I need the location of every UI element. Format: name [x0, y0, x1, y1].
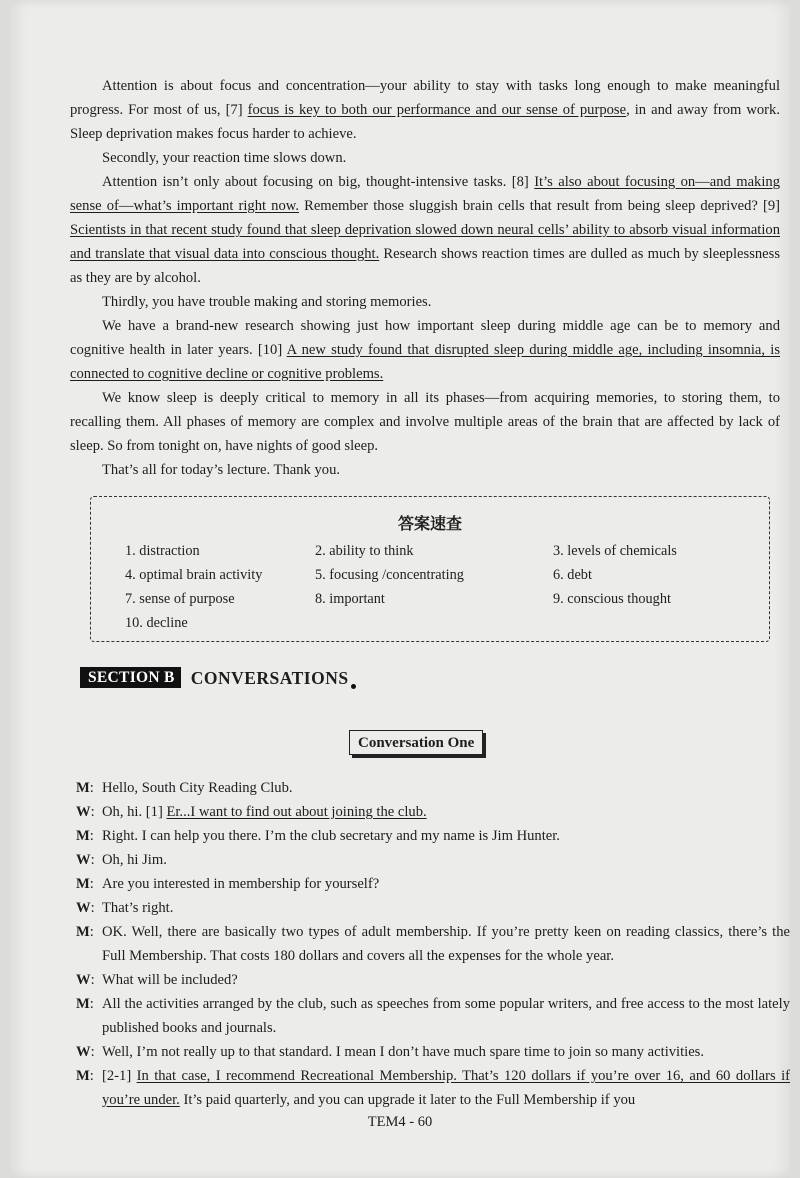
speaker-initial: M — [76, 876, 90, 892]
section-label: SECTION B — [80, 667, 181, 688]
paragraph — [70, 386, 780, 458]
text-segment: That’s all for today’s lecture. Thank you. — [102, 462, 341, 478]
answer-underline-text: A new study found that disrupted sleep during middle age, including insomnia, is connected to cognitive decline or cognitive problems. — [70, 342, 780, 382]
dialog-turn — [76, 776, 790, 800]
dialog-text — [102, 992, 790, 1040]
answer-underline-text: focus is key to both our performance and our sense of purpose — [247, 102, 627, 118]
answer-item: 9. conscious thought — [553, 591, 671, 607]
answer-underline-text: Scientists in that recent study found that sleep deprivation slowed down neural cells’ ability to absorb visual information and translate that visual data into conscious thought. — [70, 222, 780, 262]
conversation-dialog — [76, 776, 790, 1112]
section-dot-icon — [351, 684, 356, 689]
paragraph — [70, 458, 780, 482]
text-segment: Oh, hi Jim. — [102, 852, 167, 868]
dialog-text — [102, 800, 790, 824]
text-segment: What will be included? — [102, 972, 238, 988]
speaker-label: W: — [76, 852, 95, 868]
dialog-text — [102, 896, 790, 920]
speaker-label: M: — [76, 924, 94, 940]
speaker-label: W: — [76, 1044, 95, 1060]
text-segment: We know sleep is deeply critical to memory in all its phases—from acquiring memories, to storing them, to recalling them. All phases of memory are complex and involve multiple areas of the brain that are affected by lack of sleep. So from tonight on, have nights of good sleep. — [70, 390, 780, 454]
lecture-passage — [70, 74, 780, 482]
page — [10, 0, 790, 1178]
text-segment: That’s right. — [102, 900, 174, 916]
answer-item: 10. decline — [125, 615, 188, 631]
answer-item: 3. levels of chemicals — [553, 543, 677, 559]
dialog-turn — [76, 968, 790, 992]
dialog-text — [102, 920, 790, 968]
section-heading — [80, 667, 356, 693]
speaker-initial: W — [76, 804, 91, 820]
section-title: CONVERSATIONS — [190, 668, 349, 688]
text-segment: Thirdly, you have trouble making and storing memories. — [102, 294, 432, 310]
page-footer: TEM4 - 60 — [367, 1114, 433, 1130]
speaker-initial: M — [76, 1068, 90, 1084]
speaker-initial: M — [76, 828, 90, 844]
speaker-initial: W — [76, 972, 91, 988]
speaker-label: M: — [76, 996, 94, 1012]
dialog-text — [102, 776, 790, 800]
paragraph — [70, 314, 780, 386]
speaker-label: W: — [76, 900, 95, 916]
speaker-label: M: — [76, 876, 94, 892]
answer-item: 1. distraction — [125, 543, 200, 559]
dialog-text — [102, 968, 790, 992]
answer-item: 4. optimal brain activity — [125, 567, 263, 583]
dialog-turn — [76, 896, 790, 920]
text-segment: [2-1] — [102, 1068, 137, 1084]
speaker-initial: M — [76, 924, 90, 940]
answer-item: 8. important — [315, 591, 385, 607]
answer-item: 6. debt — [553, 567, 592, 583]
answer-underline-text: It’s also about focusing on—and making sense of—what’s important right now. — [70, 174, 780, 214]
dialog-text — [102, 1064, 790, 1112]
paragraph — [70, 146, 780, 170]
dialog-turn — [76, 1040, 790, 1064]
text-segment: Well, I’m not really up to that standard. I mean I don’t have much spare time to join so many activities. — [102, 1044, 705, 1060]
answer-item: 5. focusing /concentrating — [315, 567, 464, 583]
text-segment: Right. I can help you there. I’m the club secretary and my name is Jim Hunter. — [102, 828, 560, 844]
speaker-label: M: — [76, 780, 94, 796]
speaker-initial: W — [76, 852, 91, 868]
text-segment: Attention isn’t only about focusing on big, thought-intensive tasks. [8] — [102, 174, 535, 190]
text-segment: OK. Well, there are basically two types of adult membership. If you’re pretty keen on reading classics, there’s the Full Membership. That costs 180 dollars and covers all the expenses for the whole year. — [102, 924, 790, 964]
dialog-turn — [76, 800, 790, 824]
answer-item: 2. ability to think — [315, 543, 414, 559]
answer-underline-text: Er...I want to find out about joining the club. — [166, 804, 427, 820]
dialog-turn — [76, 1064, 790, 1112]
speaker-label: M: — [76, 1068, 94, 1084]
text-segment: All the activities arranged by the club, such as speeches from some popular writers, and free access to the most lately published books and journals. — [102, 996, 790, 1036]
dialog-text — [102, 824, 790, 848]
conversation-title: Conversation One — [349, 730, 483, 755]
dialog-text — [102, 848, 790, 872]
answer-key-title: 答案速查 — [397, 514, 462, 533]
text-segment: Research shows reaction times are dulled as much by sleeplessness as they are by alcohol. — [70, 246, 781, 286]
speaker-initial: M — [76, 780, 90, 796]
dialog-turn — [76, 920, 790, 968]
paragraph — [70, 170, 780, 290]
dialog-text — [102, 1040, 790, 1064]
speaker-label: W: — [76, 972, 95, 988]
dialog-text — [102, 872, 790, 896]
speaker-initial: M — [76, 996, 90, 1012]
text-segment: We have a brand-new research showing just how important sleep during middle age can be to memory and cognitive health in later years. [10] — [70, 318, 780, 358]
text-segment: Hello, South City Reading Club. — [102, 780, 293, 796]
answer-item: 7. sense of purpose — [125, 591, 235, 607]
speaker-initial: W — [76, 1044, 91, 1060]
speaker-initial: W — [76, 900, 91, 916]
text-segment: , in and away from work. Sleep deprivation makes focus harder to achieve. — [70, 102, 780, 142]
speaker-label: W: — [76, 804, 95, 820]
answer-key-box — [90, 496, 770, 642]
text-segment: Oh, hi. [1] — [102, 804, 167, 820]
text-segment: It’s paid quarterly, and you can upgrade it later to the Full Membership if you — [179, 1092, 636, 1108]
text-segment: Secondly, your reaction time slows down. — [102, 150, 347, 166]
text-segment: Attention is about focus and concentration—your ability to stay with tasks long enough to make meaningful progress. For most of us, [7] — [70, 78, 780, 118]
answer-key-grid — [125, 539, 755, 635]
text-segment: Are you interested in membership for yourself? — [102, 876, 380, 892]
dialog-turn — [76, 824, 790, 848]
paragraph — [70, 74, 780, 146]
dialog-turn — [76, 872, 790, 896]
dialog-turn — [76, 848, 790, 872]
dialog-turn — [76, 992, 790, 1040]
paragraph — [70, 290, 780, 314]
answer-underline-text: In that case, I recommend Recreational Membership. That’s 120 dollars if you’re over 16, and 60 dollars if you’re under. — [102, 1068, 790, 1108]
text-segment: Remember those sluggish brain cells that result from being sleep deprived? [9] — [298, 198, 780, 214]
speaker-label: M: — [76, 828, 94, 844]
